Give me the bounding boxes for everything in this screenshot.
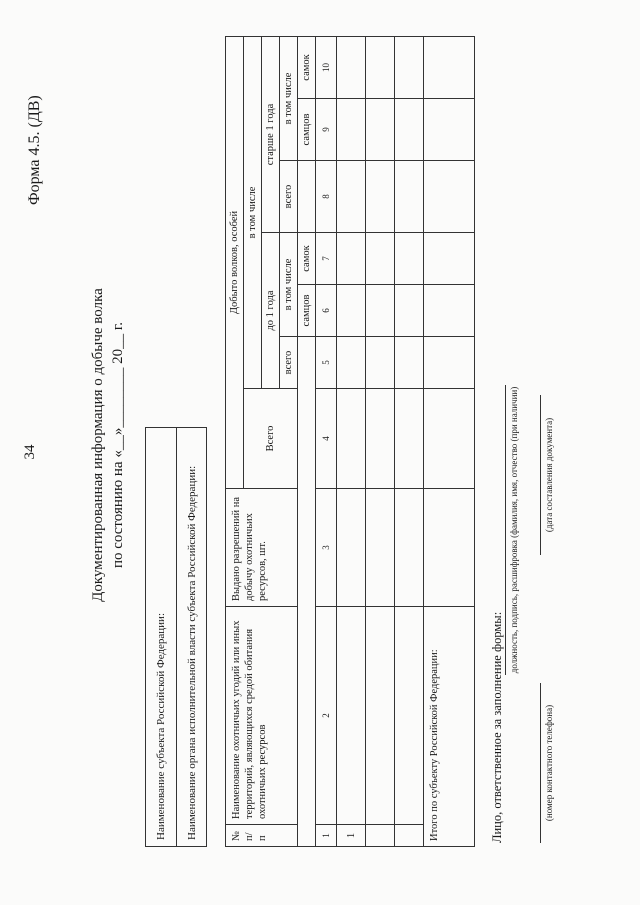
- total-over-males[interactable]: [424, 99, 475, 161]
- header-under-total: всего: [280, 337, 298, 389]
- cell-under-females[interactable]: [366, 233, 395, 285]
- cell-over-females[interactable]: [395, 36, 424, 98]
- column-number: 9: [316, 99, 337, 161]
- column-number: 4: [316, 389, 337, 489]
- cell-under-females[interactable]: [395, 233, 424, 285]
- responsible-person-label: Лицо, ответственное за заполнение формы:: [490, 611, 504, 843]
- total-under-females[interactable]: [424, 233, 475, 285]
- cell-over-males[interactable]: [395, 99, 424, 161]
- cell-permits[interactable]: [366, 489, 395, 607]
- authority-name-field[interactable]: Наименование органа исполнительной власти субъекта Российской Федерации:: [176, 428, 207, 846]
- cell-num[interactable]: [366, 825, 395, 847]
- cell-territory[interactable]: [366, 607, 395, 825]
- cell-under-females[interactable]: [337, 233, 366, 285]
- total-all[interactable]: [424, 389, 475, 489]
- cell-under-males[interactable]: [337, 285, 366, 337]
- total-under-total[interactable]: [424, 337, 475, 389]
- cell-over-females[interactable]: [337, 36, 366, 98]
- cell-territory[interactable]: [395, 607, 424, 825]
- total-row: [424, 36, 475, 846]
- cell-over-total[interactable]: [395, 161, 424, 233]
- header-territory: Наименование охотничьих угодий или иных территорий, являющихся средой обитания охотничьих ресурсов: [226, 607, 298, 825]
- cell-under-total[interactable]: [337, 337, 366, 389]
- page-number: 34: [22, 444, 38, 460]
- cell-over-total[interactable]: [337, 161, 366, 233]
- total-row-label: Итого по субъекту Российской Федерации:: [424, 607, 475, 847]
- subject-name-field[interactable]: Наименование субъекта Российской Федерации:: [155, 612, 167, 840]
- column-number: 10: [316, 36, 337, 98]
- header-under-including: в том числе: [280, 233, 298, 337]
- cell-over-males[interactable]: [337, 99, 366, 161]
- header-over-1-year: старше 1 года: [262, 36, 280, 232]
- header-including: в том числе: [244, 36, 262, 388]
- header-over-females: самок: [298, 36, 316, 98]
- total-under-males[interactable]: [424, 285, 475, 337]
- header-over-total: всего: [280, 161, 298, 233]
- cell-under-males[interactable]: [366, 285, 395, 337]
- total-permits[interactable]: [424, 489, 475, 607]
- form-code: Форма 4.5. (ДВ): [26, 95, 43, 205]
- cell-under-males[interactable]: [395, 285, 424, 337]
- header-permits: Выдано разрешений на добычу охотничьих ресурсов, шт.: [226, 489, 298, 607]
- total-over-females[interactable]: [424, 36, 475, 98]
- date-caption: (дата составления документа): [544, 417, 554, 533]
- table-row: [337, 36, 366, 846]
- cell-num[interactable]: 1: [337, 825, 366, 847]
- cell-total-all[interactable]: [395, 389, 424, 489]
- document-date-line: по состоянию на «__»________ 20__ г.: [110, 321, 126, 569]
- header-under-females: самок: [298, 233, 316, 285]
- cell-total-all[interactable]: [366, 389, 395, 489]
- phone-line[interactable]: [540, 683, 541, 843]
- header-over-including: в том числе: [280, 36, 298, 160]
- column-number: 5: [316, 337, 337, 389]
- column-number: 8: [316, 161, 337, 233]
- cell-under-total[interactable]: [366, 337, 395, 389]
- header-spacer: [298, 337, 316, 847]
- column-number: 2: [316, 607, 337, 825]
- signature-caption: должность, подпись, расшифровка (фамилия, имя, отчество (при наличии): [509, 386, 519, 674]
- header-under-1-year: до 1 года: [262, 233, 280, 389]
- cell-num[interactable]: [395, 825, 424, 847]
- column-number: 6: [316, 285, 337, 337]
- header-under-males: самцов: [298, 285, 316, 337]
- date-line[interactable]: [540, 395, 541, 555]
- document-title: Документированная информация о добыче волка: [90, 288, 106, 602]
- cell-under-total[interactable]: [395, 337, 424, 389]
- cell-over-females[interactable]: [366, 36, 395, 98]
- cell-territory[interactable]: [337, 607, 366, 825]
- cell-over-males[interactable]: [366, 99, 395, 161]
- column-number: 7: [316, 233, 337, 285]
- harvest-table: [225, 36, 475, 847]
- column-number-row: [316, 36, 337, 846]
- cell-total-all[interactable]: [337, 389, 366, 489]
- subject-info-box: [145, 427, 207, 847]
- table-row: [395, 36, 424, 846]
- header-num: № п/п: [226, 825, 298, 847]
- signature-line[interactable]: [505, 385, 506, 675]
- header-total-all: Всего: [244, 389, 298, 489]
- total-over-total[interactable]: [424, 161, 475, 233]
- header-harvested: Добыто волков, особей: [226, 36, 244, 488]
- cell-permits[interactable]: [395, 489, 424, 607]
- table-row: [366, 36, 395, 846]
- phone-caption: (номер контактного телефона): [544, 704, 554, 822]
- header-spacer: [298, 161, 316, 233]
- cell-over-total[interactable]: [366, 161, 395, 233]
- cell-permits[interactable]: [337, 489, 366, 607]
- column-number: 3: [316, 489, 337, 607]
- header-over-males: самцов: [298, 99, 316, 161]
- column-number: 1: [316, 825, 337, 847]
